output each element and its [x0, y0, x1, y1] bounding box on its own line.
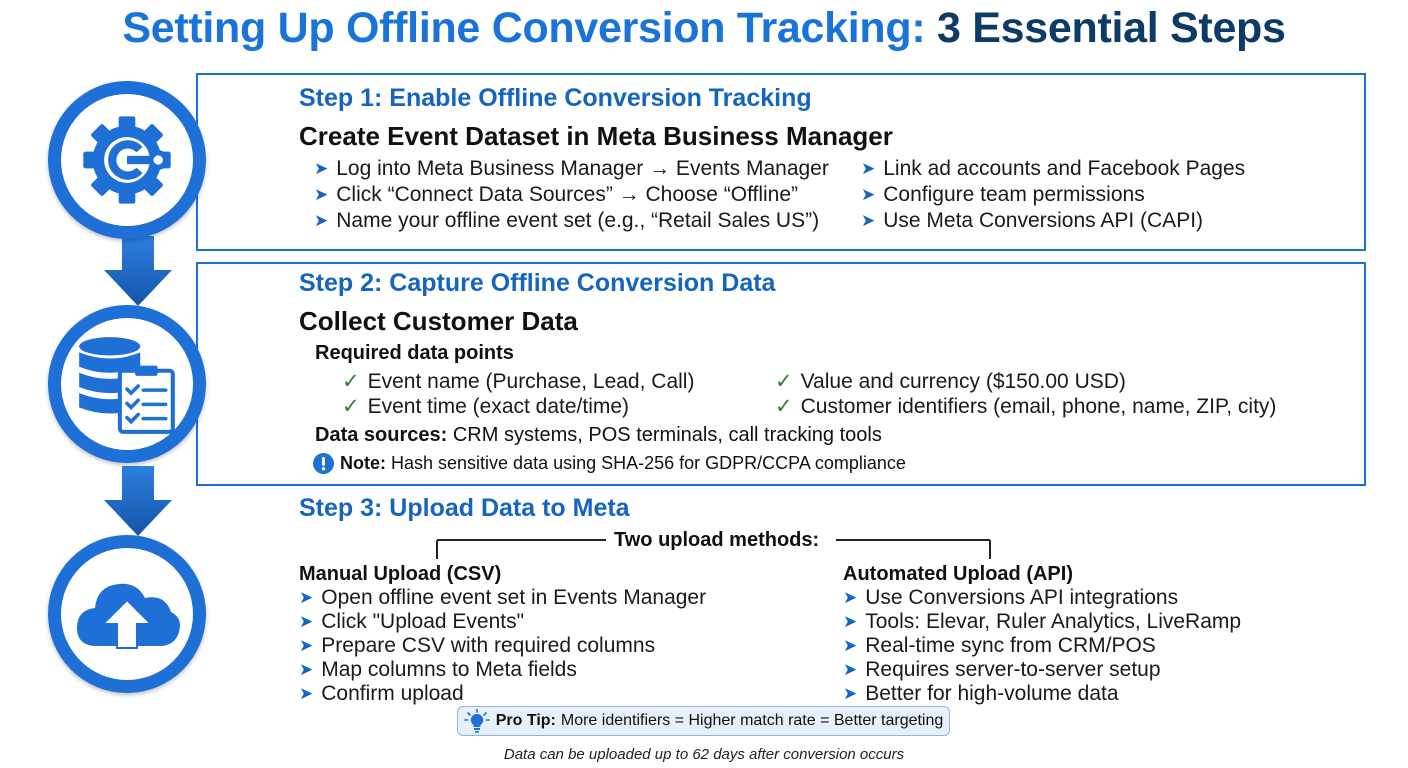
step-3-heading: Step 3: Upload Data to Meta — [299, 494, 630, 522]
cloud-upload-icon — [71, 566, 183, 662]
list-item: ➤ Link ad accounts and Facebook Pages — [861, 157, 1246, 180]
list-item: ➤ Name your offline event set (e.g., “Retail Sales US”) — [314, 209, 820, 232]
data-sources-text: CRM systems, POS terminals, call tracking tools — [452, 424, 882, 446]
step-1-heading: Step 1: Enable Offline Conversion Tracking — [299, 84, 812, 112]
list-item: ➤ Better for high-volume data — [843, 682, 1119, 705]
step-2-right-checklist — [775, 369, 1276, 419]
note-line — [313, 453, 906, 474]
required-data-label: Required data points — [315, 342, 514, 364]
methods-label: Two upload methods: — [614, 529, 820, 551]
step-connector-arrow-2 — [100, 466, 176, 538]
data-sources-label: Data sources: — [315, 424, 448, 446]
automated-upload-title: Automated Upload (API) — [843, 563, 1073, 585]
footer-note: Data can be uploaded up to 62 days after conversion occurs — [503, 746, 905, 763]
step-1-icon-circle — [48, 81, 206, 239]
note-label: Note: — [340, 453, 386, 473]
title-part-2: 3 Essential Steps — [937, 4, 1286, 52]
lightbulb-icon — [464, 709, 490, 733]
data-sources-line — [315, 424, 882, 447]
step-2-left-checklist — [342, 369, 694, 419]
list-item: ➤ Log into Meta Business Manager → Events Manager — [314, 157, 829, 180]
step-2-subheading: Collect Customer Data — [299, 306, 578, 336]
list-item: ➤ Configure team permissions — [861, 183, 1145, 206]
step-connector-arrow-1 — [100, 236, 176, 308]
list-item: ➤ Click "Upload Events" — [299, 610, 525, 633]
list-item: ✓ Event time (exact date/time) — [342, 395, 630, 418]
list-item: ➤ Map columns to Meta fields — [299, 658, 577, 681]
list-item: ➤ Open offline event set in Events Manager — [299, 586, 707, 609]
database-checklist-icon — [71, 328, 183, 440]
page-title — [0, 4, 1408, 53]
pro-tip-text: More identifiers = Higher match rate = Better targeting — [560, 712, 944, 729]
title-part-1: Setting Up Offline Conversion Tracking: — [122, 4, 926, 52]
list-item: ➤ Confirm upload — [299, 682, 464, 705]
list-item: ➤ Requires server-to-server setup — [843, 658, 1161, 681]
list-item: ✓ Event name (Purchase, Lead, Call) — [342, 370, 695, 393]
list-item: ➤ Real-time sync from CRM/POS — [843, 634, 1156, 657]
step-1-right-list — [861, 156, 1245, 234]
info-icon — [313, 453, 334, 474]
list-item: ✓ Value and currency ($150.00 USD) — [775, 370, 1126, 393]
gear-icon — [75, 108, 179, 212]
list-item: ➤ Tools: Elevar, Ruler Analytics, LiveRamp — [843, 610, 1242, 633]
pro-tip-label: Pro Tip: — [495, 712, 556, 729]
step-2-heading: Step 2: Capture Offline Conversion Data — [299, 269, 776, 297]
automated-upload-list — [843, 586, 1241, 706]
list-item: ➤ Prepare CSV with required columns — [299, 634, 656, 657]
list-item: ✓ Customer identifiers (email, phone, name, ZIP, city) — [775, 395, 1277, 418]
step-3-icon-circle — [48, 535, 206, 693]
step-2-icon-circle — [48, 305, 206, 463]
step-1-subheading: Create Event Dataset in Meta Business Manager — [299, 121, 893, 151]
list-item: ➤ Use Conversions API integrations — [843, 586, 1179, 609]
note-text: Hash sensitive data using SHA-256 for GDPR/CCPA compliance — [391, 453, 906, 473]
step-1-left-list — [314, 156, 829, 234]
pro-tip-banner — [457, 706, 950, 736]
list-item: ➤ Use Meta Conversions API (CAPI) — [861, 209, 1204, 232]
manual-upload-list — [299, 586, 706, 706]
manual-upload-title: Manual Upload (CSV) — [299, 563, 502, 585]
list-item: ➤ Click “Connect Data Sources” → Choose “Offline” — [314, 183, 799, 206]
